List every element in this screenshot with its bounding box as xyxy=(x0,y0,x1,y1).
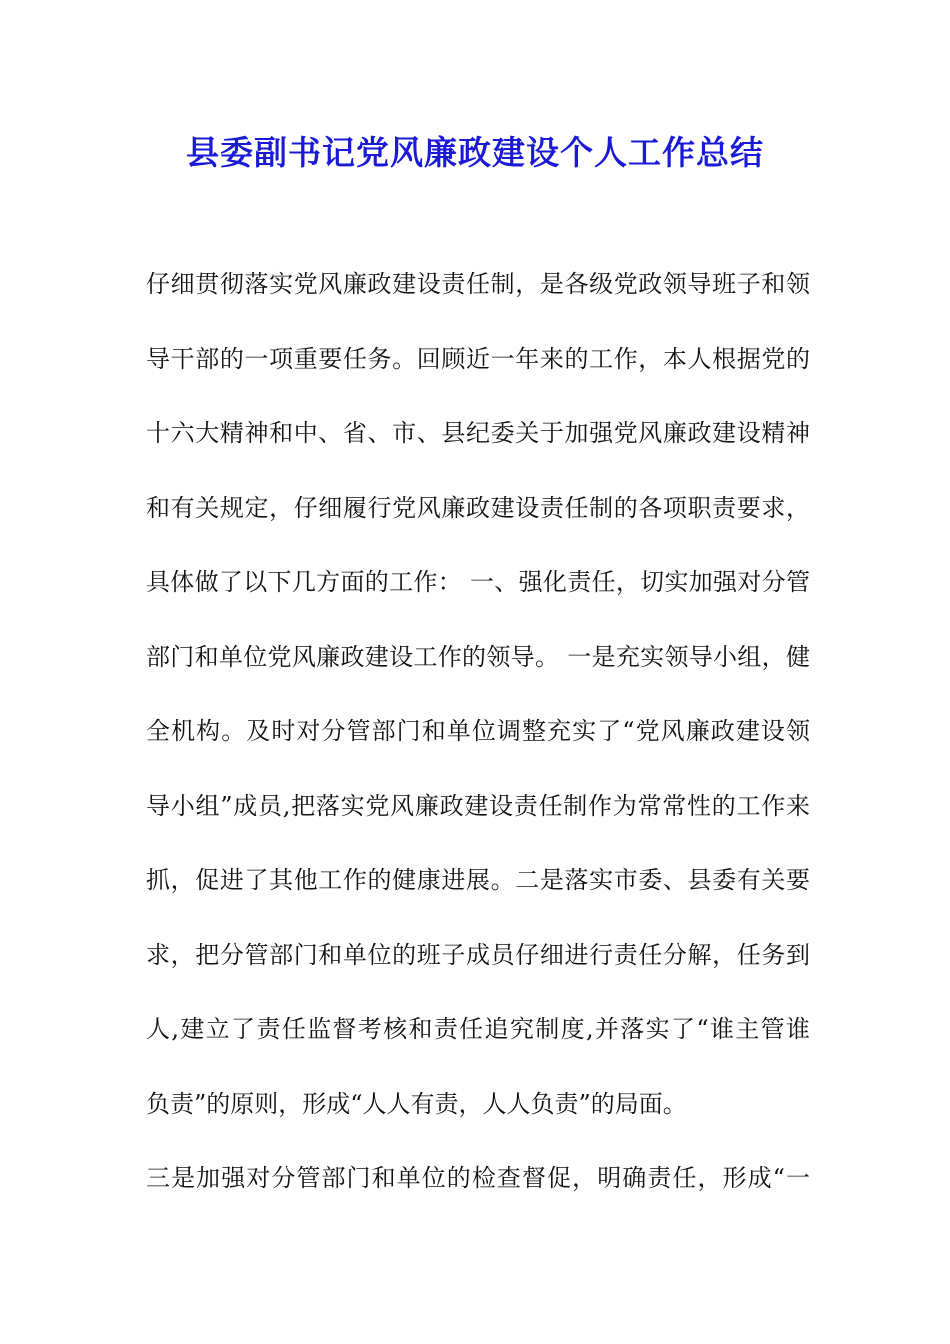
body-line: 导干部的一项重要任务。回顾近一年来的工作，本人根据党的 xyxy=(146,344,810,373)
body-line: 和有关规定，仔细履行党风廉政建设责任制的各项职责要求， xyxy=(146,493,810,522)
body-line: 负责”的原则，形成“人人有责，人人负责”的局面。 xyxy=(146,1089,687,1118)
body-line: 三是加强对分管部门和单位的检查督促，明确责任，形成“一 xyxy=(146,1164,810,1192)
body-line: 导小组”成员,把落实党风廉政建设责任制作为常常性的工作来 xyxy=(146,791,810,820)
body-line: 全机构。及时对分管部门和单位调整充实了“党风廉政建设领 xyxy=(146,717,810,745)
body-line: 人,建立了责任监督考核和责任追究制度,并落实了“谁主管谁 xyxy=(146,1015,810,1043)
body-line: 具体做了以下几方面的工作： 一、强化责任，切实加强对分管 xyxy=(146,568,810,596)
document-body xyxy=(146,262,810,1231)
body-line: 十六大精神和中、省、市、县纪委关于加强党风廉政建设精神 xyxy=(146,419,810,447)
document-title: 县委副书记党风廉政建设个人工作总结 xyxy=(186,133,764,172)
body-line: 部门和单位党风廉政建设工作的领导。 一是充实领导小组，健 xyxy=(146,642,810,671)
body-line: 仔细贯彻落实党风廉政建设责任制，是各级党政领导班子和领 xyxy=(146,270,810,298)
body-line: 求，把分管部门和单位的班子成员仔细进行责任分解，任务到 xyxy=(146,940,810,969)
body-line: 抓，促进了其他工作的健康进展。二是落实市委、县委有关要 xyxy=(146,866,810,894)
